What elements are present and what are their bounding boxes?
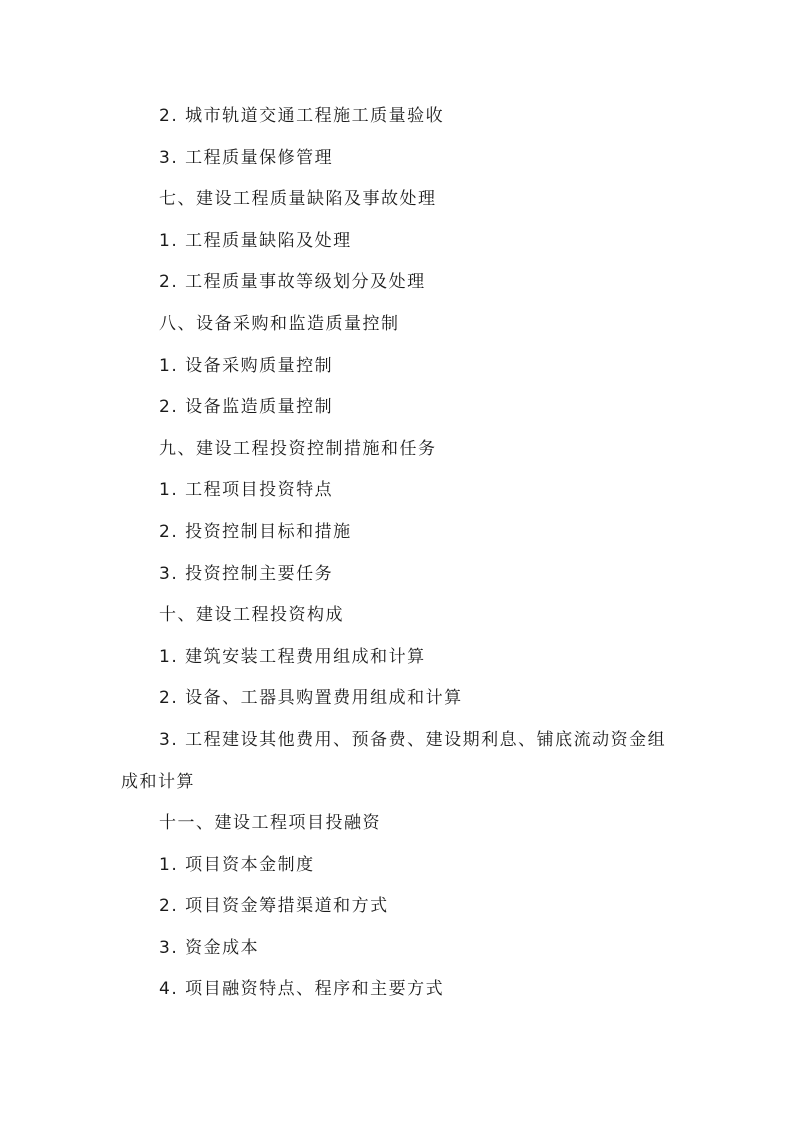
section-heading: 七、建设工程质量缺陷及事故处理 <box>159 189 437 210</box>
section-heading: 十、建设工程投资构成 <box>159 605 344 626</box>
section-heading: 八、设备采购和监造质量控制 <box>159 313 400 334</box>
list-item: 2. 项目资金筹措渠道和方式 <box>159 896 389 917</box>
list-item: 4. 项目融资特点、程序和主要方式 <box>159 979 445 1000</box>
list-item: 2. 设备监造质量控制 <box>159 397 334 418</box>
section-heading: 九、建设工程投资控制措施和任务 <box>159 438 437 459</box>
section-heading: 十一、建设工程项目投融资 <box>159 813 381 834</box>
list-item: 1. 设备采购质量控制 <box>159 355 334 376</box>
list-item: 2. 城市轨道交通工程施工质量验收 <box>159 106 445 126</box>
list-item: 2. 投资控制目标和措施 <box>159 521 352 542</box>
document-body <box>121 96 681 1011</box>
list-item: 1. 工程项目投资特点 <box>159 480 334 501</box>
list-item: 2. 工程质量事故等级划分及处理 <box>159 272 426 293</box>
list-item: 1. 建筑安装工程费用组成和计算 <box>159 646 426 667</box>
list-item: 3. 工程质量保修管理 <box>159 147 334 168</box>
list-item: 3. 投资控制主要任务 <box>159 563 334 584</box>
list-item: 1. 工程质量缺陷及处理 <box>159 230 352 251</box>
list-item: 3. 资金成本 <box>159 937 260 958</box>
list-item-wrapped: 3. 工程建设其他费用、预备费、建设期利息、铺底流动资金组成和计算 <box>121 729 667 792</box>
list-item: 1. 项目资本金制度 <box>159 854 315 875</box>
list-item: 2. 设备、工器具购置费用组成和计算 <box>159 688 463 709</box>
